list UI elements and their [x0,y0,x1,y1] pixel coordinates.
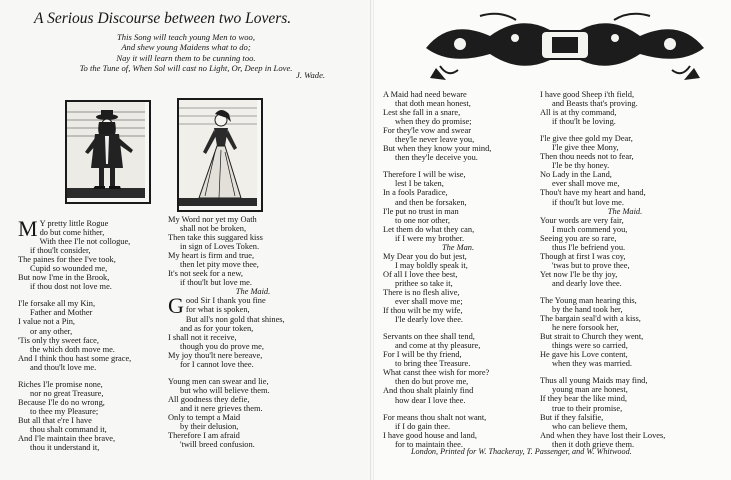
verse-line: if thou'lt be loving. [552,117,616,127]
verse-line: I much commend you, [552,224,628,234]
speaker-heading: The Maid. [607,206,643,216]
verse-column-1 [18,216,168,453]
verse-line: Then thou needs not to fear, [540,152,634,162]
verse-line: that doth mean honest, [395,99,471,109]
verse-line: I'le put no trust in man [383,206,459,216]
verse-line: Yet now I'le be thy joy, [540,269,618,279]
verse-line: Thou't have my heart and hand, [540,188,646,198]
verse-line: Lest she fall in a snare, [383,108,461,118]
drop-cap: M [18,216,38,241]
verse-line: I'le forsake all my Kin, [18,299,96,309]
verse-line: and it nere grieves them. [180,403,263,413]
verse-line: if thou'lt but love me. [180,278,252,288]
verse-line: then they'le deceive you. [395,153,478,163]
verse-line: if I were my brother. [395,233,465,243]
printer-imprint: London, Printed for W. Thackeray, T. Passenger, and W. Whitwood. [411,447,632,456]
verse-line: Of all I love thee best, [383,269,458,279]
verse-line: when they was married. [552,359,633,369]
verse-line: Cupid so wounded me, [30,264,108,274]
verse-line: My joy thou'lt nere bereave, [168,350,263,360]
verse-line: Riches I'le promise none, [18,379,103,389]
verse-line: Good Sir I thank you fine [168,293,266,319]
verse-line: Father and Mother [30,308,93,318]
verse-line: All is at thy command, [540,108,617,118]
verse-line: The Young man hearing this, [540,295,637,305]
verse-line: But when they know your mind, [383,144,492,154]
verse-line: And thou shalt plainly find [383,386,474,396]
verse-column-3 [383,90,533,449]
verse-line: Therefore I will be wise, [383,170,466,180]
intro-line: Nay it will learn them to be cunning too. [116,52,256,63]
verse-line: But now I'me in the Brook, [18,273,110,283]
verse-line: or any other, [30,326,73,336]
stanza-break [18,372,168,380]
verse-line: if thou'lt but love me. [552,197,624,207]
verse-line: My Word nor yet my Oath [168,215,257,224]
verse-line: by their delusion, [180,422,239,432]
verse-line: and thou'lt love me. [30,362,97,372]
speaker-heading: The Maid. [235,287,271,297]
verse-line: and then be forsaken, [395,197,467,207]
verse-line: For I will be thy friend, [383,350,462,360]
verse-line: There is no flesh alive, [383,287,460,297]
verse-line: If thou wilt be my wife, [383,306,463,316]
verse-line: how dear I love thee. [395,395,466,405]
verse-line: then do but prove me, [395,377,469,387]
verse-line: My Dear you do but jest, [383,251,467,261]
verse-line: But strait to Church they went, [540,332,644,342]
verse-line: With thee I'le not collogue, [39,237,131,247]
ballad-intro [26,32,346,74]
verse-line: And when they have lost their Loves, [540,430,666,440]
verse-line: Servants on thee shall tend, [383,332,475,342]
verse-line: if thou dost not love me. [30,282,112,292]
verse-line: then let pity move thee, [180,260,259,270]
verse-line: The paines for thee I've took, [18,255,116,265]
verse-line: to one nor other, [395,215,451,225]
verse-line: for I cannot love thee. [180,359,254,369]
verse-line: And I think thou hast some grace, [18,353,132,363]
gentleman-woodcut [65,100,151,204]
verse-line: thou shalt command it, [30,424,107,434]
verse-line: do but come hither, [39,228,105,238]
verse-line: the which doth move me. [30,344,115,354]
verse-line: thou it understand it, [30,443,100,453]
verse-line: I have good house and land, [383,430,477,440]
verse-line: if I do gain thee. [395,421,451,431]
verse-line: ever shall move me; [395,297,463,307]
intro-line: This Song will teach young Men to woo, [117,32,255,42]
verse-line: shall not be broken, [180,224,247,234]
author-name: J. Wade. [296,70,326,80]
verse-line: Because I'le do no wrong, [18,397,105,407]
verse-line: I'le give thee gold my Dear, [540,134,633,144]
verse-line: No Lady in the Land, [540,170,612,180]
stanza-break [540,288,710,296]
verse-line: prithee so take it, [395,278,453,288]
ballad-title: A Serious Discourse between two Lovers. [34,10,292,27]
verse-line: who can believe them, [552,421,628,431]
verse-line: I have good Sheep i'th field, [540,90,635,99]
verse-line: then it doth grieve them. [552,439,635,449]
verse-line: Though at first I was coy, [540,251,626,261]
lady-woodcut [177,98,263,212]
verse-column-4 [540,90,710,449]
verse-line: to thee my Pleasure; [30,406,99,416]
verse-line: Your words are very fair, [540,215,624,225]
verse-line: but who will believe them. [180,385,270,395]
verse-line: in sign of Loves Token. [180,242,260,252]
verse-line: I value not a Pin, [18,317,75,327]
verse-line: by the hand took her, [552,305,623,315]
verse-line: Then take this suggared kiss [168,233,263,243]
verse-line: they'le never leave you, [395,135,475,145]
stanza-break [540,368,710,376]
verse-line: Thus all young Maids may find, [540,376,648,386]
verse-line: In a fools Paradice, [383,188,448,198]
verse-line: and come at thy pleasure, [395,341,481,351]
verse-line: I may boldly speak it, [395,260,468,270]
verse-line: For means thou shalt not want, [383,412,487,422]
tune-line: To the Tune of, When Sol will cast no Light, Or, Deep in Love. [79,63,293,74]
verse-line: lest I be taken, [395,179,444,189]
stanza-break [540,126,710,134]
verse-line: 'Tis only thy sweet face, [18,335,99,345]
verse-line: and Beasts that's proving. [552,99,638,109]
verse-line: and as for your token, [180,323,254,333]
verse-line: things were so carried, [552,341,628,351]
verse-line: He gave his Love content, [540,350,628,360]
verse-line: But all's non gold that shines, [185,314,285,324]
verse-line: true to their promise, [552,403,623,413]
verse-line: ever shall move me, [552,179,620,189]
verse-line: Young men can swear and lie, [168,376,269,386]
verse-line: A Maid had need beware [383,90,467,99]
verse-line: But all that e're I have [18,415,92,425]
verse-line: And I'le maintain thee brave, [18,434,116,444]
stanza-break [383,162,533,170]
verse-line: I'le give thee Mony, [552,143,619,153]
headpiece-ornament [420,8,710,84]
verse-line: nor no great Treasure, [30,388,104,398]
verse-line: Let them do what they can, [383,224,475,234]
verse-line: young man are honest, [552,385,628,395]
verse-line: All goodness they defie, [168,394,250,404]
verse-line: if thou'lt consider, [30,246,91,256]
verse-line: M Y pretty little Rogue [18,216,109,241]
verse-line: 'twill breed confusion. [180,440,255,450]
speaker-heading: The Man. [441,242,475,252]
verse-line: Therefore I am afraid [168,431,240,441]
verse-line: thus I'le befriend you. [552,242,626,252]
verse-line: The bargain seal'd with a kiss, [540,314,641,324]
verse-line: For they'le vow and swear [383,126,472,136]
stanza-break [383,405,533,413]
verse-line: though you do prove me, [180,341,264,351]
verse-line: Seeing you are so rare, [540,233,617,243]
drop-cap: G [168,293,184,319]
verse-line: What canst thee wish for more? [383,368,490,378]
verse-line: It's not seek for a new, [168,269,243,279]
verse-line: My heart is firm and true, [168,251,255,261]
verse-line: when they do promise; [395,117,472,127]
verse-line: for what is spoken, [185,305,250,315]
stanza-break [18,291,168,299]
intro-line: And shew young Maidens what to do; [121,42,251,53]
stanza-break [383,324,533,332]
stanza-break [168,369,338,377]
verse-line: Only to tempt a Maid [168,412,241,422]
verse-line: he nere forsook her, [552,323,619,333]
verse-line: But if they falsifie, [540,412,604,422]
verse-line: to bring thee Treasure. [395,359,471,369]
verse-line: I'le dearly love thee. [395,315,464,325]
verse-line: I shall not it receive, [168,332,237,342]
verse-line: for to maintain thee. [395,439,463,449]
verse-line: and dearly love thee. [552,278,622,288]
verse-line: 'twas but to prove thee, [552,260,630,270]
verse-line: If they bear the like mind, [540,394,627,404]
verse-line: I'le be thy honey. [552,161,610,171]
verse-column-2 [168,215,338,449]
